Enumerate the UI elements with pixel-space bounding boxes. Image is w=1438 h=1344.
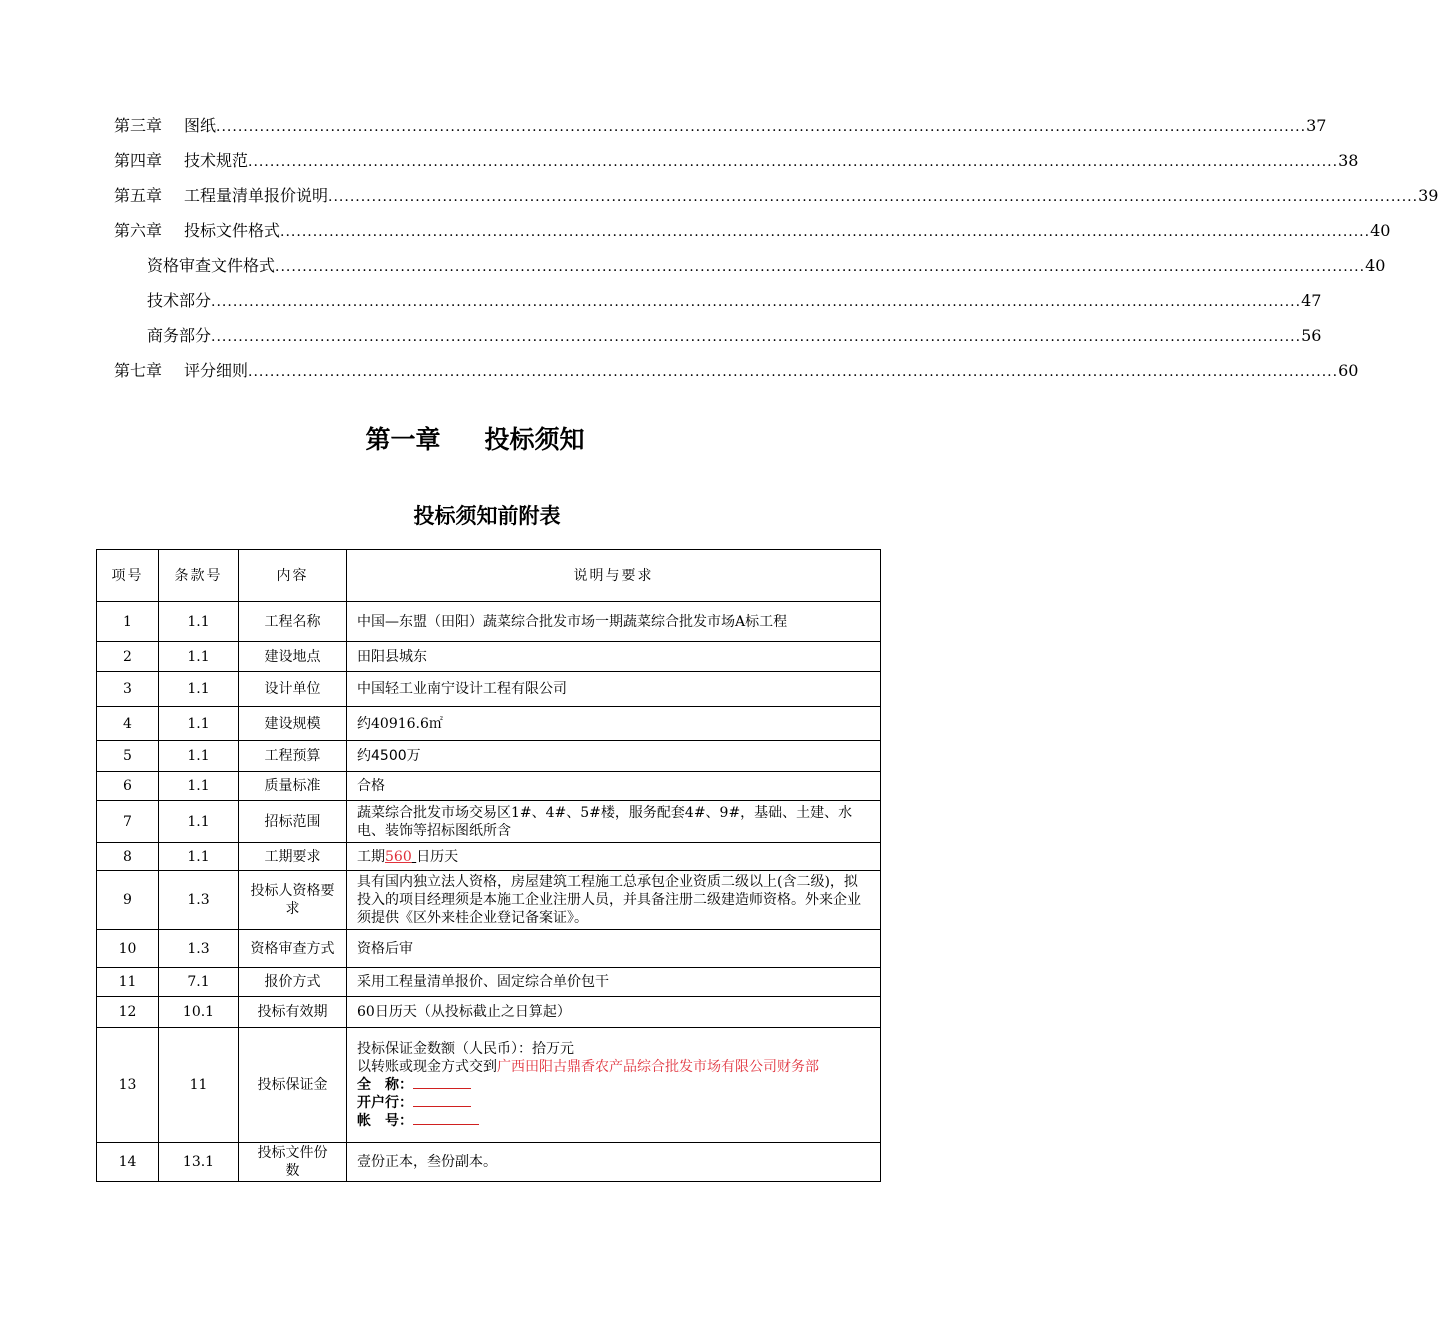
toc-chapter: 第六章 <box>114 221 163 240</box>
toc-entry[interactable] <box>114 112 1327 147</box>
toc-page: 38 <box>1338 151 1359 170</box>
table-row <box>97 871 881 930</box>
header-no: 项号 <box>97 550 159 602</box>
cell-clause: 10.1 <box>159 997 239 1028</box>
duration-prefix: 工期 <box>357 848 385 865</box>
table-row <box>97 843 881 871</box>
instructions-table <box>96 549 881 1182</box>
cell-no: 6 <box>97 772 159 801</box>
table-row <box>97 997 881 1028</box>
toc-title: 商务部分 <box>147 326 212 345</box>
budget-amount: 4500 <box>371 748 407 764</box>
cell-item: 工程预算 <box>239 741 347 772</box>
cell-clause: 1.1 <box>159 642 239 672</box>
cell-clause: 1.1 <box>159 672 239 707</box>
cell-clause: 7.1 <box>159 968 239 997</box>
cell-no: 2 <box>97 642 159 672</box>
chapter-number: 第一章 <box>365 425 441 454</box>
table-row <box>97 741 881 772</box>
cell-desc: 蔬菜综合批发市场交易区1#、4#、5#楼，服务配套4#、9#，基础、土建、水电、装饰等招标图纸所含 <box>347 801 881 843</box>
cell-clause: 1.1 <box>159 707 239 741</box>
toc-entry[interactable] <box>114 217 1391 252</box>
toc-leader: ........................................................................................................................................................................................................ <box>211 294 1302 310</box>
cell-item: 投标有效期 <box>239 997 347 1028</box>
cell-no: 1 <box>97 602 159 642</box>
toc-page: 40 <box>1365 256 1386 275</box>
table-row <box>97 1143 881 1182</box>
toc-entry[interactable] <box>114 322 1322 357</box>
toc-entry[interactable] <box>114 287 1322 322</box>
budget-suffix: 万 <box>406 748 421 764</box>
cell-no: 3 <box>97 672 159 707</box>
cell-desc: 具有国内独立法人资格，房屋建筑工程施工总承包企业资质二级以上(含二级)，拟投入的项目经理须是本施工企业注册人员，并具备注册二级建造师资格。外来企业须提供《区外来桂企业登记备案证》。 <box>347 871 881 930</box>
header-desc: 说明与要求 <box>347 550 881 602</box>
cell-desc: 壹份正本，叁份副本。 <box>347 1143 881 1182</box>
toc-title: 投标文件格式 <box>184 221 281 240</box>
cell-item: 质量标准 <box>239 772 347 801</box>
toc-entry[interactable] <box>114 182 1438 217</box>
toc-chapter: 第七章 <box>114 361 163 380</box>
cell-item: 投标保证金 <box>239 1028 347 1143</box>
table-row <box>97 772 881 801</box>
toc-title: 技术部分 <box>147 291 212 310</box>
cell-item: 建设地点 <box>239 642 347 672</box>
toc-leader: ........................................................................................................................................................................................................ <box>275 259 1366 275</box>
bank-line: 开户行： <box>357 1094 870 1112</box>
toc-entry[interactable] <box>114 357 1359 392</box>
account-name-blank <box>413 1076 471 1089</box>
chapter-heading <box>0 420 950 456</box>
cell-no: 10 <box>97 930 159 968</box>
cell-clause: 1.3 <box>159 930 239 968</box>
cell-desc: 中国—东盟（田阳）蔬菜综合批发市场一期蔬菜综合批发市场A标工程 <box>347 602 881 642</box>
cell-clause: 11 <box>159 1028 239 1143</box>
cell-no: 5 <box>97 741 159 772</box>
cell-desc: 采用工程量清单报价、固定综合单价包干 <box>347 968 881 997</box>
toc-page: 60 <box>1338 361 1359 380</box>
toc-entry[interactable] <box>114 252 1386 287</box>
account-number-line: 帐 号： <box>357 1112 870 1130</box>
account-number-blank <box>413 1112 479 1125</box>
cell-item: 建设规模 <box>239 707 347 741</box>
table-row <box>97 1028 881 1143</box>
cell-desc: 资格后审 <box>347 930 881 968</box>
cell-desc: 合格 <box>347 772 881 801</box>
cell-clause: 1.1 <box>159 801 239 843</box>
cell-no: 7 <box>97 801 159 843</box>
cell-no: 9 <box>97 871 159 930</box>
cell-desc <box>347 741 881 772</box>
table-row <box>97 672 881 707</box>
table-row <box>97 801 881 843</box>
deposit-amount: 投标保证金数额（人民币）：拾万元 <box>357 1041 574 1057</box>
table-row <box>97 642 881 672</box>
toc-chapter: 第五章 <box>114 186 163 205</box>
cell-desc <box>347 843 881 871</box>
cell-clause: 1.1 <box>159 602 239 642</box>
toc-page: 40 <box>1370 221 1391 240</box>
table-row <box>97 602 881 642</box>
chapter-title: 投标须知 <box>484 425 585 454</box>
cell-desc: 中国轻工业南宁设计工程有限公司 <box>347 672 881 707</box>
cell-desc: 田阳县城东 <box>347 642 881 672</box>
cell-item: 投标人资格要求 <box>239 871 347 930</box>
cell-item: 设计单位 <box>239 672 347 707</box>
toc-chapter: 第三章 <box>114 116 163 135</box>
toc-leader: ........................................................................................................................................................................................................ <box>248 154 1339 170</box>
toc-title: 技术规范 <box>184 151 249 170</box>
budget-prefix: 约 <box>357 748 371 764</box>
toc-leader: ........................................................................................................................................................................................................ <box>211 329 1302 345</box>
toc-title: 评分细则 <box>184 361 249 380</box>
toc-title: 图纸 <box>184 116 217 135</box>
cell-item: 资格审查方式 <box>239 930 347 968</box>
cell-no: 8 <box>97 843 159 871</box>
cell-clause: 1.1 <box>159 741 239 772</box>
duration-days: 560 <box>385 848 412 865</box>
cell-item: 工程名称 <box>239 602 347 642</box>
cell-desc <box>347 1028 881 1143</box>
cell-clause: 1.1 <box>159 772 239 801</box>
table-row <box>97 707 881 741</box>
toc-leader: ........................................................................................................................................................................................................ <box>328 189 1419 205</box>
cell-no: 13 <box>97 1028 159 1143</box>
cell-no: 4 <box>97 707 159 741</box>
account-name-line: 全 称： <box>357 1076 870 1094</box>
table-title: 投标须知前附表 <box>413 504 561 528</box>
header-item: 内容 <box>239 550 347 602</box>
table-row <box>97 968 881 997</box>
toc-title: 工程量清单报价说明 <box>184 186 329 205</box>
duration-suffix: 日历天 <box>416 848 459 865</box>
table-header-row <box>97 550 881 602</box>
toc-page: 47 <box>1301 291 1322 310</box>
cell-no: 12 <box>97 997 159 1028</box>
deposit-method: 以转账或现金方式交到广西田阳古鼎香农产品综合批发市场有限公司财务部 <box>357 1059 819 1075</box>
table-of-contents <box>114 112 1438 392</box>
toc-leader: ........................................................................................................................................................................................................ <box>216 119 1307 135</box>
cell-item: 报价方式 <box>239 968 347 997</box>
cell-clause: 1.3 <box>159 871 239 930</box>
cell-desc: 60日历天（从投标截止之日算起） <box>347 997 881 1028</box>
cell-clause: 13.1 <box>159 1143 239 1182</box>
cell-item: 工期要求 <box>239 843 347 871</box>
cell-no: 14 <box>97 1143 159 1182</box>
cell-clause: 1.1 <box>159 843 239 871</box>
toc-page: 56 <box>1301 326 1322 345</box>
toc-entry[interactable] <box>114 147 1359 182</box>
table-row <box>97 930 881 968</box>
toc-leader: ........................................................................................................................................................................................................ <box>248 364 1339 380</box>
bank-blank <box>413 1094 471 1107</box>
deposit-payee: 广西田阳古鼎香农产品综合批发市场有限公司财务部 <box>497 1059 819 1075</box>
cell-desc: 约40916.6㎡ <box>347 707 881 741</box>
toc-title: 资格审查文件格式 <box>147 256 276 275</box>
cell-item: 投标文件份 数 <box>239 1143 347 1182</box>
cell-item: 招标范围 <box>239 801 347 843</box>
toc-page: 39 <box>1418 186 1438 205</box>
cell-no: 11 <box>97 968 159 997</box>
toc-leader: ........................................................................................................................................................................................................ <box>280 224 1371 240</box>
header-clause: 条款号 <box>159 550 239 602</box>
toc-chapter: 第四章 <box>114 151 163 170</box>
toc-page: 37 <box>1306 116 1327 135</box>
